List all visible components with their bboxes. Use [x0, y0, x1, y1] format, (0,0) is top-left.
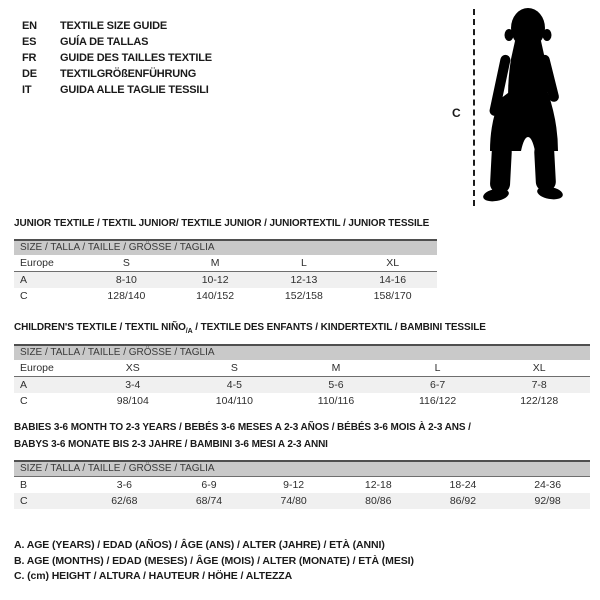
table-row [14, 288, 437, 304]
size-cell: 140/152 [196, 290, 235, 302]
size-cell: XL [348, 255, 437, 272]
size-cell: 9-12 [283, 479, 305, 491]
toddler-silhouette-icon [478, 7, 570, 207]
size-header-bar: SIZE / TALLA / TAILLE / GRÖSSE / TAGLIA [14, 460, 590, 477]
size-cell: 4-5 [226, 379, 242, 391]
babies-table-grid [14, 477, 590, 509]
guide-title: GUÍA DE TALLAS [60, 36, 149, 48]
language-row [22, 82, 212, 98]
junior-table-grid [14, 255, 437, 304]
language-row [22, 18, 212, 34]
language-code: ES [22, 36, 37, 48]
children-table-title-text: / TEXTILE DES ENFANTS / KINDERTEXTIL / BAMBINI TESSILE [192, 322, 486, 333]
row-label: Europe [14, 255, 82, 272]
size-cell: 14-16 [379, 274, 407, 286]
row-label: A [20, 379, 28, 391]
legend-notes [14, 538, 414, 585]
size-cell: XS [82, 360, 184, 377]
size-cell: 6-7 [429, 379, 446, 391]
size-cell: 5-6 [328, 379, 344, 391]
size-cell: 158/170 [373, 290, 412, 302]
size-cell: 12-13 [290, 274, 318, 286]
size-cell: L [387, 360, 489, 377]
size-cell: S [82, 255, 171, 272]
babies-size-table [14, 460, 590, 509]
row-label: A [20, 274, 28, 286]
language-code: IT [22, 84, 32, 96]
size-cell: 92/98 [534, 495, 561, 507]
height-measure-figure [440, 5, 600, 210]
size-cell: 12-18 [364, 479, 392, 491]
junior-size-table [14, 239, 437, 304]
language-row [22, 34, 212, 50]
size-cell: 18-24 [449, 479, 477, 491]
guide-title: TEXTILGRÖßENFÜHRUNG [60, 68, 197, 80]
note-age-months: B. AGE (MONTHS) / EDAD (MESES) / ÂGE (MOIS) / ALTER (MONATE) / ETÀ (MESI) [14, 554, 414, 567]
language-code: DE [22, 68, 37, 80]
size-cell: 152/158 [284, 290, 323, 302]
size-cell: 3-6 [116, 479, 132, 491]
size-cell: L [260, 255, 349, 272]
junior-table-title [14, 216, 429, 233]
table-row [14, 272, 437, 289]
size-cell: 98/104 [116, 395, 149, 407]
note-age-years: A. AGE (YEARS) / EDAD (AÑOS) / ÂGE (ANS) / ALTER (JAHRE) / ETÀ (ANNI) [14, 539, 385, 551]
size-cell: 24-36 [534, 479, 562, 491]
children-size-table [14, 344, 590, 409]
language-code: FR [22, 52, 37, 64]
size-cell: 80/86 [365, 495, 392, 507]
size-cell: 110/116 [317, 395, 355, 407]
size-cell: 74/80 [280, 495, 307, 507]
language-row [22, 50, 212, 66]
height-measure-label: C [452, 106, 461, 120]
size-cell: S [184, 360, 286, 377]
size-cell: M [171, 255, 260, 272]
guide-title: GUIDE DES TAILLES TEXTILE [60, 52, 212, 64]
size-cell: 7-8 [531, 379, 547, 391]
height-dashed-line [473, 9, 475, 206]
table-row [14, 255, 437, 272]
size-cell: 8-10 [115, 274, 137, 286]
size-cell: 68/74 [195, 495, 223, 507]
babies-table-title [14, 420, 471, 453]
language-code: EN [22, 20, 37, 32]
babies-table-title-line1: BABIES 3-6 MONTH TO 2-3 YEARS / BEBÉS 3-6 MESES A 2-3 AÑOS / BÉBÉS 3-6 MOIS À 2-3 ANS / [14, 422, 471, 433]
language-row [22, 66, 212, 82]
guide-title: TEXTILE SIZE GUIDE [60, 20, 168, 32]
size-cell: 128/140 [107, 290, 146, 302]
row-label: B [20, 479, 28, 491]
size-cell: 10-12 [201, 274, 229, 286]
table-row [14, 477, 590, 493]
table-row [14, 393, 590, 409]
size-cell: 116/122 [418, 395, 457, 407]
table-row [14, 360, 590, 377]
size-cell: 62/68 [111, 495, 138, 507]
junior-table-title-text: JUNIOR TEXTILE / TEXTIL JUNIOR/ TEXTILE JUNIOR / JUNIORTEXTIL / JUNIOR TESSILE [14, 218, 430, 229]
size-cell: XL [488, 360, 590, 377]
size-cell: 6-9 [201, 479, 217, 491]
babies-table-title-line2: BABYS 3-6 MONATE BIS 2-3 JAHRE / BAMBINI 3-6 MESI A 2-3 ANNI [14, 438, 328, 450]
size-cell: 122/128 [520, 395, 559, 407]
guide-title: GUIDA ALLE TAGLIE TESSILI [60, 84, 209, 96]
table-row [14, 493, 590, 509]
row-label: Europe [14, 360, 82, 377]
children-table-grid [14, 360, 590, 409]
row-label: C [20, 290, 28, 302]
children-table-title-subscript: /A [185, 328, 193, 335]
size-header-bar: SIZE / TALLA / TAILLE / GRÖSSE / TAGLIA [14, 344, 590, 360]
size-cell: 86/92 [449, 495, 477, 507]
row-label: C [20, 495, 28, 507]
size-cell: 104/110 [215, 395, 253, 407]
size-header-bar: SIZE / TALLA / TAILLE / GRÖSSE / TAGLIA [14, 239, 437, 255]
size-cell: 3-4 [125, 379, 141, 391]
children-table-title [14, 320, 486, 341]
size-cell: M [285, 360, 387, 377]
language-title-block [22, 18, 212, 98]
row-label: C [20, 395, 28, 407]
children-table-title-text: CHILDREN'S TEXTILE / TEXTIL NIÑO [14, 322, 186, 333]
note-height-cm: C. (cm) HEIGHT / ALTURA / HAUTEUR / HÖHE / ALTEZZA [14, 570, 293, 582]
table-row [14, 377, 590, 394]
